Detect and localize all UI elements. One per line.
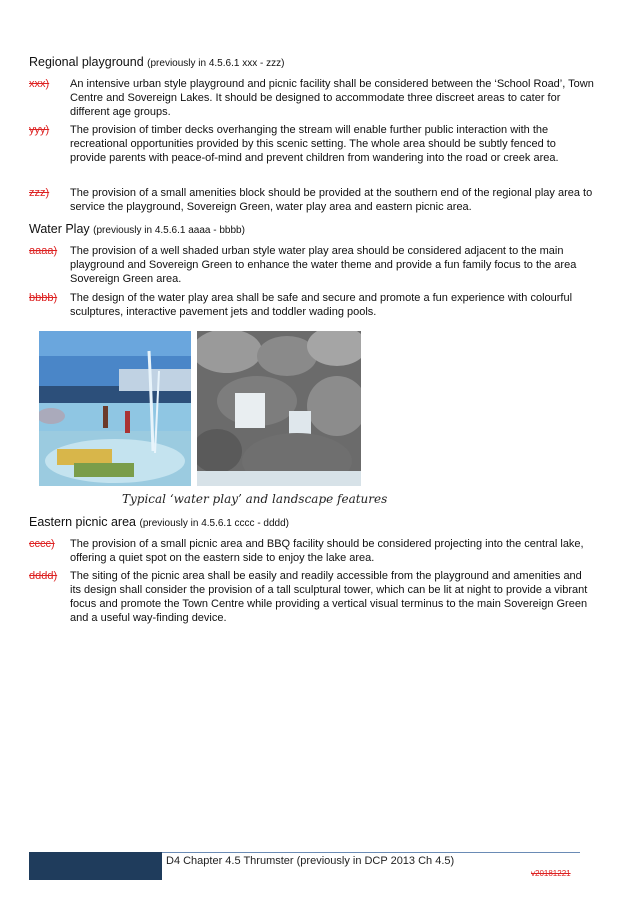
item-text: An intensive urban style playground and picnic facility shall be considered between the ‘School Road’, Town Centre and Sovereign Lakes. It should be designed to accommodate three discreet areas to cater for different age groups. xyxy=(70,78,594,118)
section-heading-eastern-picnic xyxy=(29,515,289,531)
item-text: The provision of a well shaded urban style water play area should be considered adjacent to the main playground and Sovereign Green to enhance the water theme and provide a fun family focus to the area Sovereign Green area. xyxy=(70,245,577,285)
section-subtitle: (previously in 4.5.6.1 xxx - zzz) xyxy=(147,58,285,69)
item-text: The design of the water play area shall be safe and secure and promote a fun experience with colourful sculptures, interactive pavement jets and toddler wading pools. xyxy=(70,292,573,318)
section-title: Water Play xyxy=(29,222,90,236)
section-subtitle: (previously in 4.5.6.1 aaaa - bbbb) xyxy=(93,225,245,236)
item-label: aaaa) xyxy=(29,245,58,257)
section-title: Eastern picnic area xyxy=(29,515,137,529)
item-text: The siting of the picnic area shall be easily and readily accessible from the playground and amenities and its design shall consider the provision of a tall sculptural tower, which can be lit at night to provide a vibrant focus and promote the Town Centre while providing a vertical visual terminus to the main Sovereign Green and a useful way-finding device. xyxy=(70,570,588,624)
item-label: bbbb) xyxy=(29,292,58,304)
section-title: Regional playground xyxy=(29,55,144,69)
footer-divider xyxy=(162,852,580,853)
item-label: cccc) xyxy=(29,538,55,550)
waterfall-photo xyxy=(197,331,361,486)
water-play-photo xyxy=(39,331,191,486)
item-label: dddd) xyxy=(29,570,58,582)
item-text: The provision of a small picnic area and BBQ facility should be considered projecting into the central lake, offering a quiet spot on the eastern side to enjoy the lake area. xyxy=(70,538,584,564)
item-text: The provision of timber decks overhanging the stream will enable further public interaction with the recreational opportunities provided by this scenic setting. The whole area should be subtly fenced to provide parents with peace-of-mind and prevent children from wandering into the road or creek area. xyxy=(70,124,559,164)
footer-color-bar xyxy=(29,852,162,880)
section-subtitle: (previously in 4.5.6.1 cccc - dddd) xyxy=(139,518,290,529)
item-label: yyy) xyxy=(29,124,50,136)
item-text: The provision of a small amenities block should be provided at the southern end of the regional play area to service the playground, Sovereign Green, water play area and eastern picnic area. xyxy=(70,187,593,213)
footer-version: v20181221 xyxy=(531,869,571,878)
figure-caption: Typical ‘water play’ and landscape features xyxy=(122,492,388,506)
item-label: zzz) xyxy=(29,187,50,199)
section-heading-water-play xyxy=(29,222,245,238)
footer-chapter-title: D4 Chapter 4.5 Thrumster (previously in DCP 2013 Ch 4.5) xyxy=(166,855,455,867)
item-label: xxx) xyxy=(29,78,50,90)
section-heading-regional-playground xyxy=(29,55,284,71)
